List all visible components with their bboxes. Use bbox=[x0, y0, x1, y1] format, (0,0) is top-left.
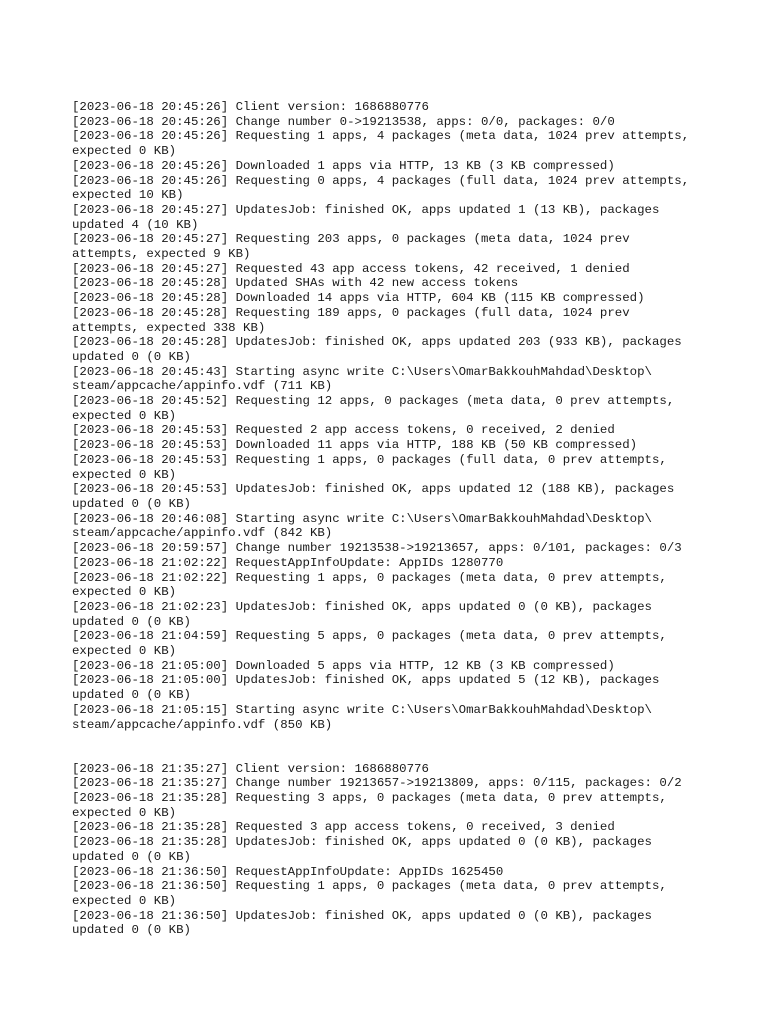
log-line: expected 0 KB) bbox=[72, 408, 177, 423]
log-line: updated 4 (10 KB) bbox=[72, 217, 199, 232]
session-separator bbox=[72, 732, 702, 761]
log-line: updated 0 (0 KB) bbox=[72, 688, 191, 703]
log-line: [2023-06-18 21:05:00] Downloaded 5 apps via HTTP, 12 KB (3 KB compressed) bbox=[72, 658, 615, 673]
log-line: [2023-06-18 20:45:43] Starting async write C:\Users\OmarBakkouhMahdad\Desktop\ bbox=[72, 364, 652, 379]
log-line: [2023-06-18 20:59:57] Change number 19213538->19213657, apps: 0/101, packages: 0/3 bbox=[72, 541, 682, 556]
log-line: [2023-06-18 20:45:27] Requested 43 app access tokens, 42 received, 1 denied bbox=[72, 261, 630, 276]
log-line: updated 0 (0 KB) bbox=[72, 349, 191, 364]
log-line: steam/appcache/appinfo.vdf (850 KB) bbox=[72, 717, 333, 732]
log-line: [2023-06-18 21:05:15] Starting async write C:\Users\OmarBakkouhMahdad\Desktop\ bbox=[72, 702, 652, 717]
log-line: expected 0 KB) bbox=[72, 805, 177, 820]
log-line: [2023-06-18 20:45:28] UpdatesJob: finished OK, apps updated 203 (933 KB), packages bbox=[72, 335, 682, 350]
log-line: [2023-06-18 20:45:26] Requesting 0 apps, 4 packages (full data, 1024 prev attempts, bbox=[72, 173, 690, 188]
log-line: [2023-06-18 21:35:27] Change number 19213657->19213809, apps: 0/115, packages: 0/2 bbox=[72, 776, 682, 791]
log-line: [2023-06-18 21:05:00] UpdatesJob: finished OK, apps updated 5 (12 KB), packages bbox=[72, 673, 660, 688]
log-line: [2023-06-18 20:45:27] Requesting 203 apps, 0 packages (meta data, 1024 prev bbox=[72, 232, 630, 247]
log-line: updated 0 (0 KB) bbox=[72, 849, 191, 864]
log-line: updated 0 (0 KB) bbox=[72, 614, 191, 629]
log-line: [2023-06-18 20:45:26] Downloaded 1 apps via HTTP, 13 KB (3 KB compressed) bbox=[72, 158, 615, 173]
log-line: [2023-06-18 20:45:26] Client version: 1686880776 bbox=[72, 100, 429, 114]
log-line: [2023-06-18 21:02:23] UpdatesJob: finished OK, apps updated 0 (0 KB), packages bbox=[72, 599, 652, 614]
log-document bbox=[72, 100, 702, 938]
log-line: updated 0 (0 KB) bbox=[72, 496, 191, 511]
log-line: attempts, expected 338 KB) bbox=[72, 320, 266, 335]
log-session-1 bbox=[72, 100, 702, 732]
log-line: steam/appcache/appinfo.vdf (711 KB) bbox=[72, 379, 333, 394]
log-line: [2023-06-18 21:02:22] Requesting 1 apps, 0 packages (meta data, 0 prev attempts, bbox=[72, 570, 667, 585]
log-line: [2023-06-18 21:35:28] Requested 3 app access tokens, 0 received, 3 denied bbox=[72, 820, 615, 835]
log-line: [2023-06-18 20:45:53] Requested 2 app access tokens, 0 received, 2 denied bbox=[72, 423, 615, 438]
log-line: expected 0 KB) bbox=[72, 644, 177, 659]
log-line: [2023-06-18 21:35:27] Client version: 1686880776 bbox=[72, 761, 429, 776]
log-line: expected 10 KB) bbox=[72, 188, 184, 203]
log-line: [2023-06-18 20:45:52] Requesting 12 apps, 0 packages (meta data, 0 prev attempts, bbox=[72, 394, 675, 409]
log-line: expected 0 KB) bbox=[72, 585, 177, 600]
log-line: [2023-06-18 20:45:28] Downloaded 14 apps via HTTP, 604 KB (115 KB compressed) bbox=[72, 291, 645, 306]
log-session-2 bbox=[72, 762, 702, 938]
log-line: [2023-06-18 20:45:26] Change number 0->19213538, apps: 0/0, packages: 0/0 bbox=[72, 114, 615, 129]
log-line: [2023-06-18 20:45:53] Downloaded 11 apps via HTTP, 188 KB (50 KB compressed) bbox=[72, 438, 638, 453]
log-line: [2023-06-18 21:36:50] RequestAppInfoUpdate: AppIDs 1625450 bbox=[72, 864, 504, 879]
log-line: [2023-06-18 21:35:28] UpdatesJob: finished OK, apps updated 0 (0 KB), packages bbox=[72, 835, 652, 850]
log-line: attempts, expected 9 KB) bbox=[72, 247, 251, 262]
log-line: [2023-06-18 20:45:53] UpdatesJob: finished OK, apps updated 12 (188 KB), packages bbox=[72, 482, 675, 497]
log-line: [2023-06-18 21:35:28] Requesting 3 apps, 0 packages (meta data, 0 prev attempts, bbox=[72, 791, 667, 806]
log-line: [2023-06-18 20:45:28] Requesting 189 apps, 0 packages (full data, 1024 prev bbox=[72, 305, 630, 320]
log-line: [2023-06-18 20:46:08] Starting async write C:\Users\OmarBakkouhMahdad\Desktop\ bbox=[72, 511, 652, 526]
log-line: [2023-06-18 20:45:27] UpdatesJob: finished OK, apps updated 1 (13 KB), packages bbox=[72, 202, 660, 217]
log-line: expected 0 KB) bbox=[72, 893, 177, 908]
log-line: [2023-06-18 20:45:26] Requesting 1 apps, 4 packages (meta data, 1024 prev attempts, bbox=[72, 129, 690, 144]
log-line: [2023-06-18 21:36:50] Requesting 1 apps, 0 packages (meta data, 0 prev attempts, bbox=[72, 879, 667, 894]
log-line: updated 0 (0 KB) bbox=[72, 923, 191, 938]
log-line: steam/appcache/appinfo.vdf (842 KB) bbox=[72, 526, 333, 541]
log-line: expected 0 KB) bbox=[72, 144, 177, 159]
log-line: expected 0 KB) bbox=[72, 467, 177, 482]
log-line: [2023-06-18 21:04:59] Requesting 5 apps, 0 packages (meta data, 0 prev attempts, bbox=[72, 629, 667, 644]
log-line: [2023-06-18 21:36:50] UpdatesJob: finished OK, apps updated 0 (0 KB), packages bbox=[72, 908, 652, 923]
log-line: [2023-06-18 20:45:53] Requesting 1 apps, 0 packages (full data, 0 prev attempts, bbox=[72, 452, 667, 467]
log-line: [2023-06-18 21:02:22] RequestAppInfoUpdate: AppIDs 1280770 bbox=[72, 555, 504, 570]
log-line: [2023-06-18 20:45:28] Updated SHAs with 42 new access tokens bbox=[72, 276, 519, 291]
